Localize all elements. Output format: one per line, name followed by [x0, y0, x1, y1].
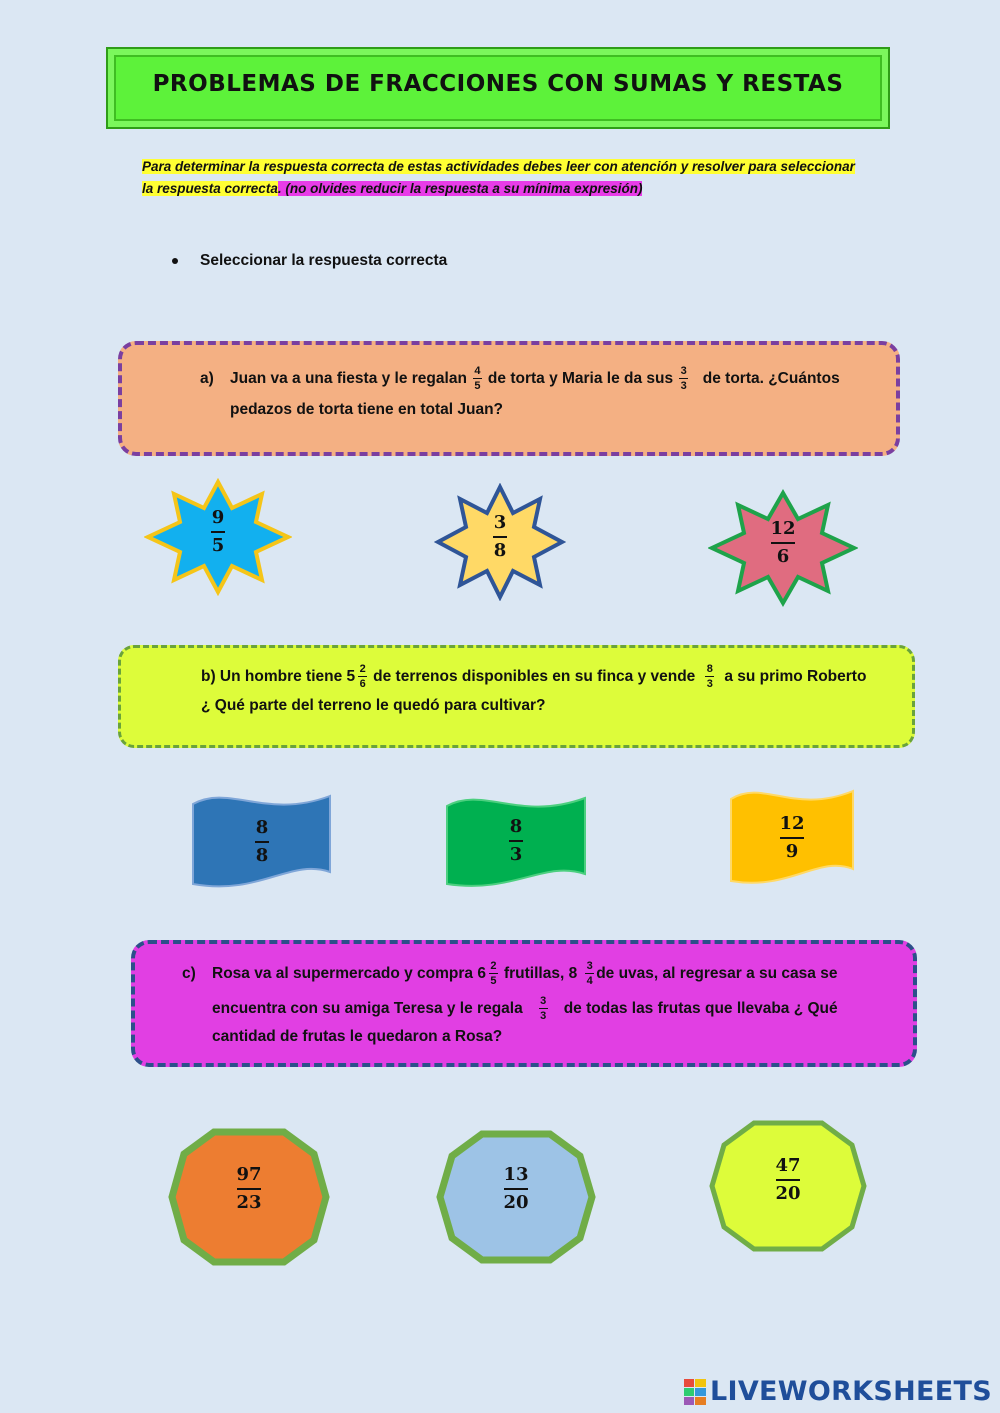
question-c-label: c) [182, 965, 196, 982]
answer-a2-fraction: 3 8 [493, 512, 507, 561]
question-a-text1: Juan va a una fiesta y le regalan [230, 370, 467, 387]
frac-den: 6 [359, 678, 366, 691]
answer-b3-wave[interactable] [728, 787, 856, 889]
answer-c3-fraction: 47 20 [775, 1155, 801, 1204]
fraction-8-3 [705, 663, 714, 690]
answer-a1-star[interactable] [144, 478, 292, 596]
question-c-text1: Rosa va al supermercado y compra 6 [212, 965, 486, 982]
fraction-2-6 [358, 663, 367, 690]
frac-den: 3 [540, 1010, 547, 1023]
logo-text: LIVEWORKSHEETS [709, 1376, 992, 1407]
answer-c1-polygon[interactable] [168, 1126, 330, 1268]
question-b-box [118, 645, 915, 748]
frac-den: 5 [474, 380, 481, 393]
answer-b2-fraction: 8 3 [509, 816, 523, 865]
fraction-3-3 [539, 995, 548, 1022]
frac-den: 5 [490, 975, 497, 988]
question-a-label: a) [200, 370, 214, 387]
answer-a2-star[interactable] [434, 483, 566, 601]
page-title: PROBLEMAS DE FRACCIONES CON SUMAS Y RESTAS [152, 71, 844, 97]
frac-num: 3 [586, 960, 593, 973]
frac-num: 3 [680, 365, 687, 378]
question-a-line2: pedazos de torta tiene en total Juan? [230, 401, 504, 418]
question-c-text3: de uvas, al regresar a su casa se [596, 965, 838, 982]
logo-icon [684, 1379, 706, 1405]
fraction-3-4 [585, 960, 594, 987]
frac-num: 3 [540, 995, 547, 1008]
answer-b1-fraction: 8 8 [255, 817, 269, 866]
fraction-3-3 [679, 365, 688, 392]
answer-a1-fraction: 9 5 [211, 507, 225, 556]
liveworksheets-logo [684, 1376, 992, 1407]
question-a-line1 [230, 365, 840, 393]
frac-den: 3 [706, 678, 713, 691]
answer-c1-fraction: 97 23 [236, 1164, 262, 1213]
title-banner [106, 47, 890, 129]
bullet-dot [172, 258, 178, 264]
instructions [142, 156, 862, 200]
task-label: Seleccionar la respuesta correcta [200, 252, 448, 269]
question-a-text2: de torta y Maria le da sus [487, 370, 674, 387]
question-c-box [131, 940, 917, 1067]
question-c-line3: cantidad de frutas le quedaron a Rosa? [212, 1028, 503, 1045]
frac-num: 2 [490, 960, 497, 973]
question-c-line2 [212, 995, 838, 1023]
question-a-box [118, 341, 900, 456]
question-b-text2: de terrenos disponibles en su finca y vende [373, 668, 696, 685]
frac-den: 4 [586, 975, 593, 988]
task-bullet [172, 252, 447, 270]
answer-b1-wave[interactable] [190, 792, 334, 892]
question-a-text3: de torta. ¿Cuántos [702, 370, 840, 387]
fraction-2-5 [489, 960, 498, 987]
question-b-line1 [201, 663, 866, 691]
question-c-text4: encuentra con su amiga Teresa y le regala [212, 1000, 523, 1017]
question-b-text1: b) Un hombre tiene 5 [201, 668, 356, 685]
frac-num: 2 [359, 663, 366, 676]
answer-a3-star[interactable] [708, 489, 858, 607]
question-b-line2: ¿ Qué parte del terreno le quedó para cultivar? [201, 697, 546, 714]
fraction-4-5 [473, 365, 482, 392]
question-c-text2: frutillas, 8 [503, 965, 578, 982]
answer-c3-polygon[interactable] [708, 1117, 868, 1255]
frac-num: 8 [706, 663, 713, 676]
answer-c2-fraction: 13 20 [503, 1164, 529, 1213]
instructions-text: Para determinar la respuesta correcta de estas actividades debes leer con atención y resolver para seleccionar la respuesta correcta [142, 159, 855, 196]
answer-b3-fraction: 12 9 [779, 813, 805, 862]
frac-den: 3 [680, 380, 687, 393]
frac-num: 4 [474, 365, 481, 378]
instructions-note: . (no olvides reducir la respuesta a su mínima expresión) [277, 181, 643, 196]
answer-a3-fraction: 12 6 [770, 518, 796, 567]
answer-b2-wave[interactable] [444, 794, 588, 890]
question-c-text5: de todas las frutas que llevaba ¿ Qué [563, 1000, 838, 1017]
answer-c2-polygon[interactable] [436, 1128, 596, 1266]
question-c-line1 [212, 960, 837, 988]
question-b-text3: a su primo Roberto [724, 668, 867, 685]
